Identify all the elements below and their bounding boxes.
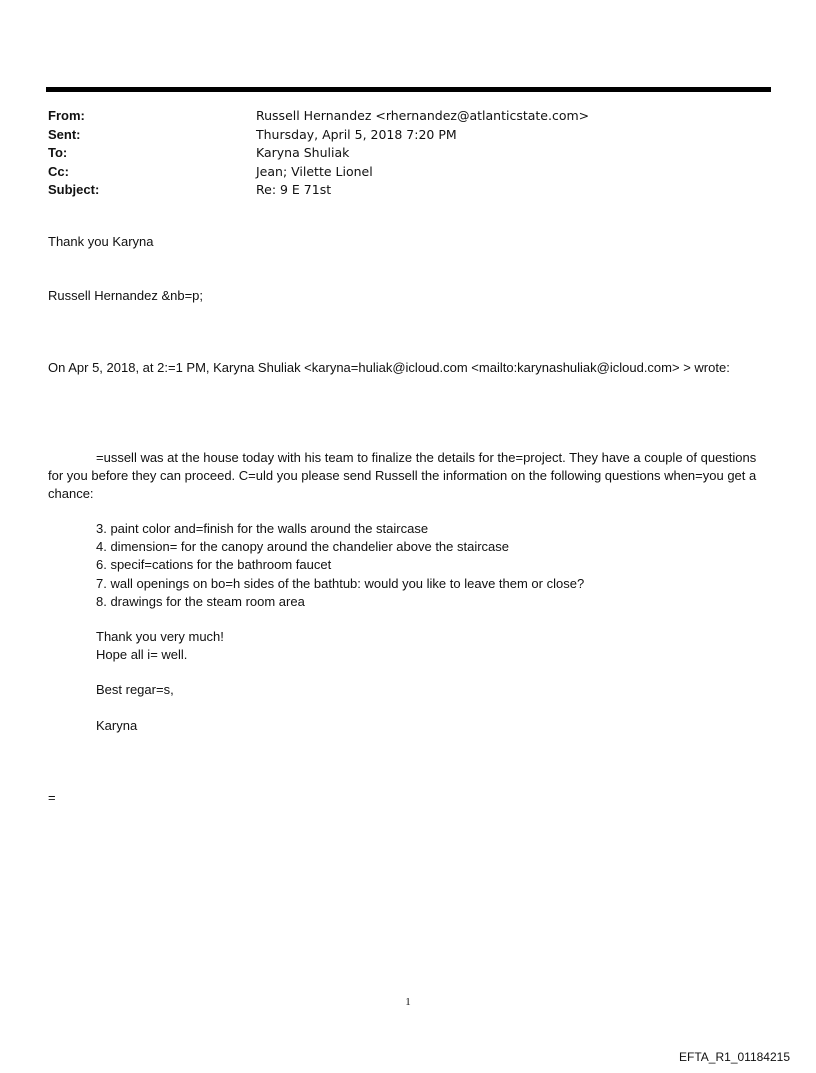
from-row xyxy=(48,107,768,126)
cc-value: Jean; Vilette Lionel xyxy=(256,163,373,179)
cc-label: Cc: xyxy=(48,163,69,179)
subject-row xyxy=(48,181,768,200)
sent-value: Thursday, April 5, 2018 7:20 PM xyxy=(256,126,457,142)
to-row xyxy=(48,144,768,163)
question-list xyxy=(96,520,584,611)
sender-name: Karyna xyxy=(96,718,138,733)
thanks-line: Thank you very much! xyxy=(96,629,224,644)
intro-paragraph: =ussell was at the house today with his team to finalize the details for the=project. They have a couple of questions for you before they can proceed. C=uld you please send Russell the information on the following questions when=you get a chance: xyxy=(48,450,757,501)
list-item: 4. dimension= for the canopy around the chandelier above the staircase xyxy=(96,539,510,555)
closing: Best regar=s, xyxy=(96,682,174,697)
list-item: 3. paint color and=finish for the walls around the staircase xyxy=(96,521,429,536)
email-header xyxy=(48,107,768,200)
from-value: Russell Hernandez <rhernandez@atlanticstate.com> xyxy=(256,108,590,123)
from-label: From: xyxy=(48,108,85,123)
sent-label: Sent: xyxy=(48,126,81,142)
cc-row xyxy=(48,163,768,182)
bates-number: EFTA_R1_01184215 xyxy=(679,1050,790,1064)
list-item: 7. wall openings on bo=h sides of the bathtub: would you like to leave them or close? xyxy=(96,575,585,591)
greeting: Thank you Karyna xyxy=(48,234,154,249)
subject-value: Re: 9 E 71st xyxy=(256,182,332,197)
thanks-block xyxy=(96,628,224,664)
trailing-mark: = xyxy=(48,790,56,805)
to-label: To: xyxy=(48,145,68,160)
list-item: 6. specif=cations for the bathroom faucet xyxy=(96,557,332,573)
list-item: 8. drawings for the steam room area xyxy=(96,593,305,609)
signature: Russell Hernandez &nb=p; xyxy=(48,288,204,303)
thanks-line: Hope all i= well. xyxy=(96,647,188,663)
subject-label: Subject: xyxy=(48,182,100,197)
sent-row xyxy=(48,126,768,145)
page-number: 1 xyxy=(405,996,411,1008)
to-value: Karyna Shuliak xyxy=(256,145,350,160)
header-divider xyxy=(46,87,771,92)
quote-header: On Apr 5, 2018, at 2:=1 PM, Karyna Shuliak <karyna=huliak@icloud.com <mailto:karynashuliak@icloud.com> > wrote: xyxy=(48,360,730,375)
